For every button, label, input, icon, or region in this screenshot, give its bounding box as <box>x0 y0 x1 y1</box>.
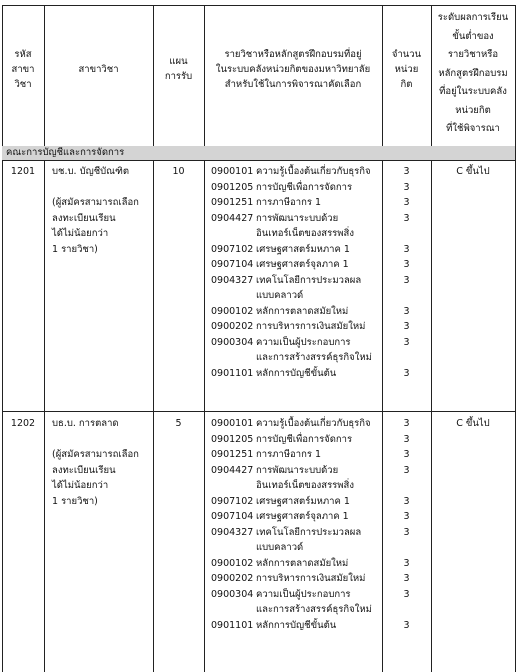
course-name: และการสร้างสรรค์ธุรกิจใหม่ <box>256 352 372 363</box>
header-plan: แผน การรับ <box>164 56 193 82</box>
course-code: 0901205 <box>211 181 254 193</box>
header-major: สาขาวิชา <box>78 64 119 75</box>
course-code: 0900304 <box>211 588 254 600</box>
course-name: หลักการตลาดสมัยใหม่ <box>256 305 349 317</box>
row-divider <box>2 411 516 412</box>
program-name: บช.บ. บัญชีบัณฑิต <box>52 166 130 177</box>
course-name: ความรู้เบื้องต้นเกี่ยวกับธุรกิจ <box>256 418 371 429</box>
course-name: การบัญชีเพื่อการจัดการ <box>256 181 353 193</box>
header-credits: จำนวน หน่วย กิต <box>391 49 422 90</box>
header-code: รหัส สาขา วิชา <box>11 49 35 90</box>
min-grade: C ขึ้นไป <box>456 418 490 429</box>
section-divider <box>2 160 516 161</box>
plan-count: 5 <box>175 418 182 429</box>
course-name: หลักการบัญชีขั้นต้น <box>256 619 337 631</box>
course-credits: 3 <box>403 197 410 208</box>
course-code: 0900102 <box>211 305 254 317</box>
program-code: 1202 <box>10 418 36 429</box>
course-name: การพัฒนาระบบด้วย <box>256 464 339 476</box>
course-code: 0900102 <box>211 557 254 569</box>
course-credits: 3 <box>403 449 410 460</box>
course-credits: 3 <box>403 511 410 522</box>
table-border-right <box>515 5 516 672</box>
course-credits: 3 <box>403 619 410 631</box>
course-credits: 3 <box>403 321 410 332</box>
program-note-line: 1 รายวิชา) <box>52 495 98 507</box>
course-code: 0901101 <box>211 367 254 379</box>
course-name: เทคโนโลยีการประมวลผล <box>256 526 362 538</box>
program-name: บธ.บ. การตลาด <box>52 418 119 429</box>
course-name: หลักการบัญชีขั้นต้น <box>256 367 337 379</box>
course-credits: 3 <box>403 336 410 348</box>
header-courses: รายวิชาหรือหลักสูตรฝึกอบรมที่อยู่ ในระบบคลังหน่วยกิตของมหาวิทยาลัย สำหรับใช้ในการพิจารณาคัดเลือก <box>215 49 371 90</box>
course-credits: 3 <box>403 418 410 429</box>
course-name: อินเทอร์เน็ตของสรรพสิ่ง <box>256 480 354 491</box>
faculty-title: คณะการบัญชีและการจัดการ <box>6 147 125 158</box>
course-credits: 3 <box>403 166 410 177</box>
program-note-line: ได้ไม่น้อยกว่า <box>52 480 109 491</box>
course-code: 0900101 <box>211 166 254 177</box>
course-code: 0907102 <box>211 495 254 507</box>
course-name: ความเป็นผู้ประกอบการ <box>256 336 351 348</box>
course-name: ความรู้เบื้องต้นเกี่ยวกับธุรกิจ <box>256 166 371 177</box>
plan-count: 10 <box>172 166 185 177</box>
course-name: เศรษฐศาสตร์มหภาค 1 <box>256 243 350 255</box>
course-code: 0901205 <box>211 433 254 445</box>
program-note-line: (ผู้สมัครสามารถเลือก <box>52 197 139 208</box>
course-name: การบริหารการเงินสมัยใหม่ <box>256 321 366 332</box>
course-name: การภาษีอากร 1 <box>256 197 322 208</box>
course-credits: 3 <box>403 526 410 538</box>
course-code: 0904327 <box>211 274 254 286</box>
course-name: เศรษฐศาสตร์จุลภาค 1 <box>256 259 349 270</box>
course-name: หลักการตลาดสมัยใหม่ <box>256 557 349 569</box>
course-credits: 3 <box>403 588 410 600</box>
course-name: การบริหารการเงินสมัยใหม่ <box>256 573 366 584</box>
program-note-line: ได้ไม่น้อยกว่า <box>52 228 109 239</box>
course-code: 0904427 <box>211 464 254 476</box>
course-credits: 3 <box>403 243 410 255</box>
course-code: 0907104 <box>211 259 254 270</box>
course-code: 0904327 <box>211 526 254 538</box>
course-name: แบบคลาวด์ <box>256 542 304 553</box>
program-code: 1201 <box>10 166 36 177</box>
min-grade: C ขึ้นไป <box>456 166 490 177</box>
course-credits: 3 <box>403 274 410 286</box>
course-credits: 3 <box>403 557 410 569</box>
course-code: 0907102 <box>211 243 254 255</box>
course-credits: 3 <box>403 464 410 476</box>
course-name: อินเทอร์เน็ตของสรรพสิ่ง <box>256 228 354 239</box>
course-code: 0901251 <box>211 449 254 460</box>
course-credits: 3 <box>403 181 410 193</box>
course-credits: 3 <box>403 433 410 445</box>
table-border-left <box>2 5 3 672</box>
course-credits: 3 <box>403 212 410 224</box>
faculty-section-band <box>2 146 515 160</box>
course-code: 0900304 <box>211 336 254 348</box>
program-note-line: ลงทะเบียนเรียน <box>52 212 116 224</box>
program-note-line: ลงทะเบียนเรียน <box>52 464 116 476</box>
course-credits: 3 <box>403 305 410 317</box>
course-credits: 3 <box>403 573 410 584</box>
course-name: การพัฒนาระบบด้วย <box>256 212 339 224</box>
column-divider <box>153 5 154 672</box>
course-code: 0901251 <box>211 197 254 208</box>
course-name: เทคโนโลยีการประมวลผล <box>256 274 362 286</box>
course-name: การภาษีอากร 1 <box>256 449 322 460</box>
column-divider <box>44 5 45 672</box>
course-name: การบัญชีเพื่อการจัดการ <box>256 433 353 445</box>
course-name: เศรษฐศาสตร์มหภาค 1 <box>256 495 350 507</box>
course-name: แบบคลาวด์ <box>256 290 304 301</box>
course-name: เศรษฐศาสตร์จุลภาค 1 <box>256 511 349 522</box>
header-min-grade: ระดับผลการเรียน ขั้นต่ำของ รายวิชาหรือ หลักสูตรฝึกอบรม ที่อยู่ในระบบคลัง หน่วยกิต ที่ใช้พิจารณา <box>437 12 509 134</box>
column-divider <box>204 5 205 672</box>
course-code: 0907104 <box>211 511 254 522</box>
program-note-line: 1 รายวิชา) <box>52 243 98 255</box>
course-credits: 3 <box>403 259 410 270</box>
program-note-line: (ผู้สมัครสามารถเลือก <box>52 449 139 460</box>
course-code: 0901101 <box>211 619 254 631</box>
course-code: 0904427 <box>211 212 254 224</box>
table-border-top <box>2 5 516 6</box>
course-name: และการสร้างสรรค์ธุรกิจใหม่ <box>256 604 372 615</box>
course-credits: 3 <box>403 367 410 379</box>
course-name: ความเป็นผู้ประกอบการ <box>256 588 351 600</box>
course-code: 0900202 <box>211 573 254 584</box>
course-credits: 3 <box>403 495 410 507</box>
course-code: 0900101 <box>211 418 254 429</box>
course-code: 0900202 <box>211 321 254 332</box>
